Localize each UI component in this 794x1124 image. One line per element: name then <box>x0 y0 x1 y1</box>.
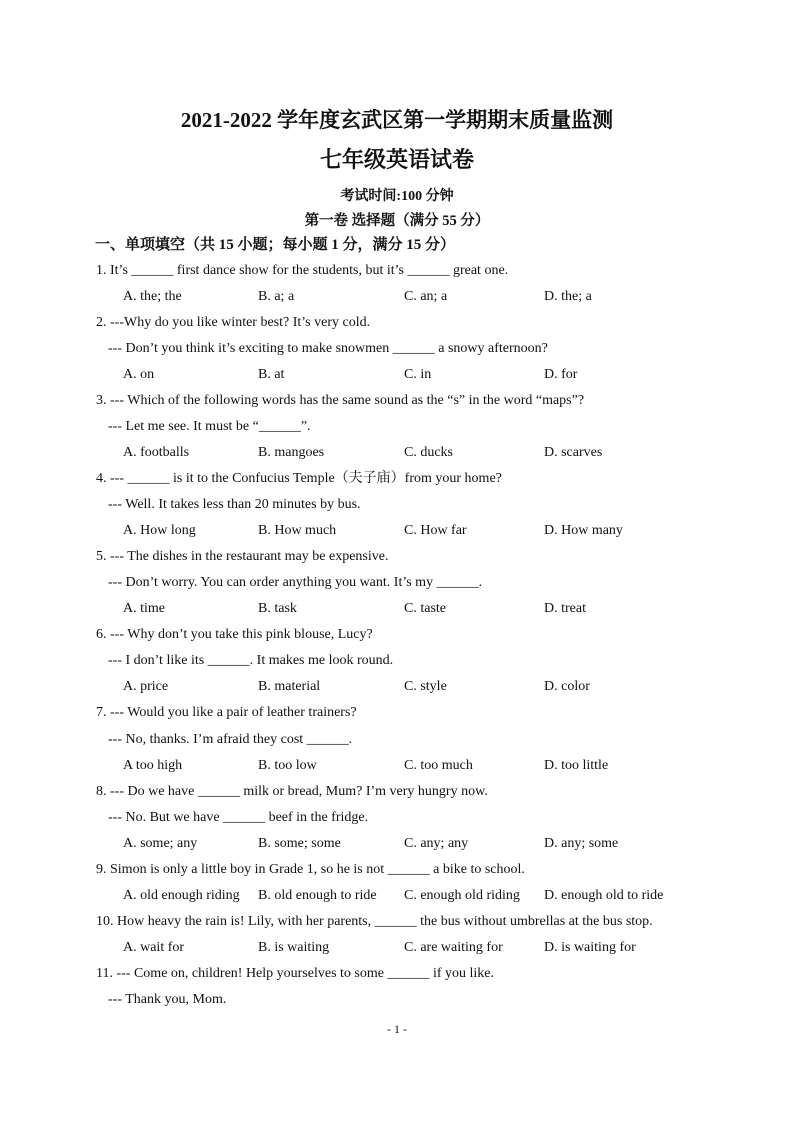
option-d: D. any; some <box>544 836 619 851</box>
option-a: A. How long <box>123 523 196 538</box>
section-heading: 一、单项填空（共 15 小题；每小题 1 分，满分 15 分） <box>95 237 456 253</box>
option-c: C. style <box>404 679 447 694</box>
question-dialogue: --- Let me see. It must be “______”. <box>108 419 311 434</box>
question-stem: 7. --- Would you like a pair of leather trainers? <box>96 705 357 720</box>
question-stem: 6. --- Why don’t you take this pink blouse, Lucy? <box>96 627 373 642</box>
question-stem: 3. --- Which of the following words has the same sound as the “s” in the word “maps”? <box>96 393 585 408</box>
option-d: D. scarves <box>544 445 603 460</box>
part-heading: 第一卷 选择题（满分 55 分） <box>304 213 490 229</box>
page-number: - 1 - <box>387 1022 407 1036</box>
option-c: C. are waiting for <box>404 940 503 955</box>
question-dialogue: --- Well. It takes less than 20 minutes by bus. <box>108 497 361 512</box>
question-stem: 9. Simon is only a little boy in Grade 1, so he is not ______ a bike to school. <box>96 862 525 877</box>
option-a: A. price <box>123 679 169 694</box>
option-b: B. old enough to ride <box>258 888 377 903</box>
option-c: C. enough old riding <box>404 888 520 903</box>
option-d: D. treat <box>544 601 586 616</box>
option-d: D. for <box>544 367 578 382</box>
option-b: B. too low <box>258 758 317 773</box>
option-b: B. How much <box>258 523 337 538</box>
option-b: B. some; some <box>258 836 341 851</box>
option-a: A. some; any <box>123 836 198 851</box>
question-stem: 4. --- ______ is it to the Confucius Temple（夫子庙）from your home? <box>96 471 502 486</box>
option-b: B. material <box>258 679 321 694</box>
option-a: A. footballs <box>123 445 190 460</box>
option-a: A. the; the <box>123 289 182 304</box>
option-d: D. enough old to ride <box>544 888 664 903</box>
option-a: A. time <box>123 601 165 616</box>
option-b: B. task <box>258 601 297 616</box>
question-stem: 1. It’s ______ first dance show for the students, but it’s ______ great one. <box>96 263 509 278</box>
question-stem: 10. How heavy the rain is! Lily, with her parents, ______ the bus without umbrellas at the bus stop. <box>96 914 653 929</box>
option-d: D. the; a <box>544 289 592 304</box>
option-a: A too high <box>123 758 183 773</box>
question-dialogue: --- No, thanks. I’m afraid they cost ______. <box>108 732 353 747</box>
question-dialogue: --- No. But we have ______ beef in the fridge. <box>108 810 369 825</box>
option-d: D. too little <box>544 758 609 773</box>
option-c: C. an; a <box>404 289 448 304</box>
option-c: C. in <box>404 367 432 382</box>
question-dialogue: --- Thank you, Mom. <box>108 992 227 1007</box>
option-c: C. How far <box>404 523 467 538</box>
option-b: B. at <box>258 367 285 382</box>
question-stem: 5. --- The dishes in the restaurant may be expensive. <box>96 549 389 564</box>
option-d: D. How many <box>544 523 623 538</box>
option-b: B. is waiting <box>258 940 330 955</box>
question-dialogue: --- Don’t worry. You can order anything you want. It’s my ______. <box>108 575 483 590</box>
exam-time: 考试时间:100 分钟 <box>340 189 454 204</box>
option-a: A. wait for <box>123 940 185 955</box>
exam-title: 2021-2022 学年度玄武区第一学期期末质量监测 <box>180 108 614 132</box>
option-c: C. taste <box>404 601 446 616</box>
option-c: C. too much <box>404 758 473 773</box>
option-a: A. on <box>123 367 155 382</box>
question-dialogue: --- I don’t like its ______. It makes me look round. <box>108 653 394 668</box>
option-c: C. any; any <box>404 836 469 851</box>
option-a: A. old enough riding <box>123 888 240 903</box>
question-stem: 2. ---Why do you like winter best? It’s very cold. <box>96 315 371 330</box>
option-d: D. color <box>544 679 590 694</box>
option-d: D. is waiting for <box>544 940 636 955</box>
option-b: B. mangoes <box>258 445 325 460</box>
option-b: B. a; a <box>258 289 295 304</box>
question-stem: 8. --- Do we have ______ milk or bread, Mum? I’m very hungry now. <box>96 784 488 799</box>
question-dialogue: --- Don’t you think it’s exciting to make snowmen ______ a snowy afternoon? <box>108 341 548 356</box>
question-stem: 11. --- Come on, children! Help yourselves to some ______ if you like. <box>96 966 495 981</box>
exam-subtitle: 七年级英语试卷 <box>319 147 474 172</box>
option-c: C. ducks <box>404 445 453 460</box>
